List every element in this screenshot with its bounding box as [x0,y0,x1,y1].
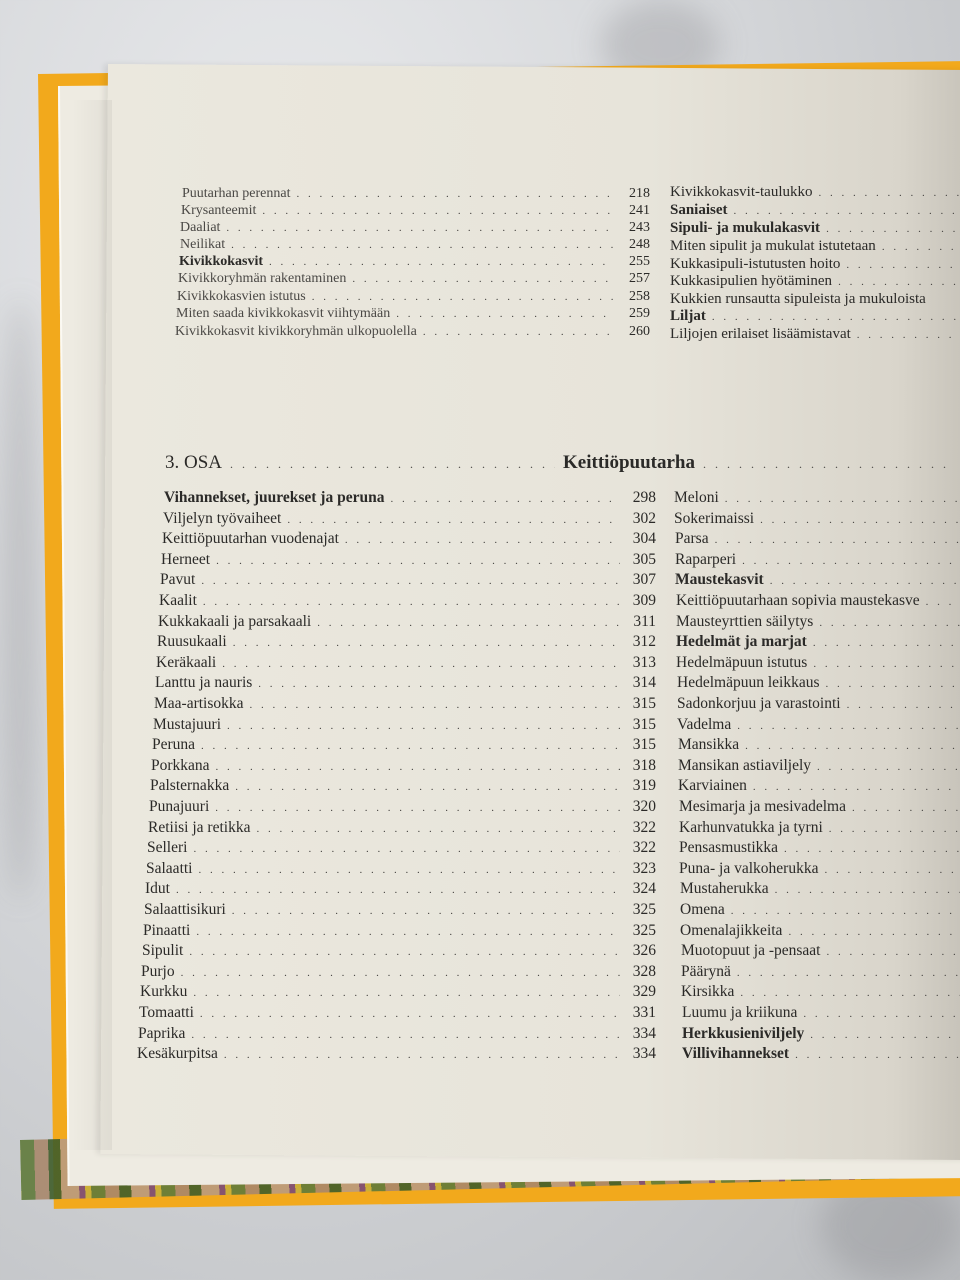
entry-title: Karhunvatukka ja tyrni [679,818,823,836]
toc-entry [158,613,656,631]
dot-leader [826,223,960,235]
entry-title: Maa-artisokka [154,695,244,712]
entry-page: 259 [629,306,650,321]
toc-entry [670,308,960,325]
section-heading [165,452,960,474]
entry-title: Daaliat [180,220,221,235]
toc-entry [670,238,960,255]
toc-entry [681,942,960,960]
toc-entry [679,860,960,878]
entry-title: Parsa [675,530,709,548]
toc-entry [159,592,656,610]
entry-page: 334 [632,1024,656,1042]
toc-entry [676,633,960,651]
entry-page: 334 [632,1045,656,1063]
entry-title: Herneet [161,550,211,568]
dot-leader [233,637,620,649]
entry-title: Hedelmäpuun istutus [676,653,808,671]
dot-leader [222,658,620,670]
entry-title: Salaatti [146,859,193,877]
dot-leader [838,276,960,288]
toc-entry [670,291,960,308]
entry-title: Paprika [138,1024,186,1042]
toc-entry [149,798,656,816]
entry-page: 323 [632,859,656,877]
toc-entry [680,922,960,940]
toc-entry [142,942,656,960]
dot-leader [231,239,614,251]
dot-leader [715,534,960,546]
entry-title: Sadonkorjuu ja varastointi [677,695,841,712]
toc-entry [147,839,656,857]
entry-page: 243 [629,220,650,235]
dot-leader [269,256,614,268]
toc-entry [157,633,656,651]
page-gutter-shadow [72,100,112,1150]
dot-leader [775,884,960,896]
entry-title: Kivikkokasvit [179,254,264,269]
dot-leader [813,658,960,670]
dot-leader [852,802,960,814]
dot-leader [817,761,960,773]
entry-title: Sokerimaissi [674,509,755,527]
toc-entry [156,654,656,672]
dot-leader [740,987,960,999]
entry-title: Vihannekset, juurekset ja peruna [164,489,385,506]
entry-page: 325 [632,901,656,918]
entry-title: Luumu ja kriikuna [682,1004,798,1021]
dot-leader [181,967,620,979]
entry-title: Muotopuut ja -pensaat [681,942,821,960]
entry-title: Puna- ja valkoherukka [679,859,819,877]
toc-entry [677,674,960,692]
dot-leader [825,678,960,690]
dot-leader [703,457,952,472]
entry-page: 318 [632,756,656,774]
toc-entry [675,571,960,589]
toc-entry [676,592,960,610]
toc-entry [177,289,650,305]
entry-title: Keittiöpuutarhan vuodenajat [162,530,339,548]
entry-page: 304 [632,530,656,548]
toc-entry [160,571,656,589]
toc-entry [181,203,650,219]
dot-leader [396,308,614,320]
entry-page: 248 [629,237,650,252]
entry-page: 322 [632,818,656,836]
toc-entry [141,963,656,981]
toc-entry [144,901,656,919]
dot-leader [176,884,620,896]
entry-page: 322 [632,839,656,857]
toc-entry [151,757,656,775]
dot-leader [824,864,960,876]
toc-entry [175,324,650,340]
entry-title: Villivihannekset [682,1045,790,1063]
dot-leader [193,843,620,855]
dot-leader [829,823,960,835]
entry-title: Herkkusieniviljely [682,1024,805,1042]
entry-title: Salaattisikuri [144,901,226,918]
toc-entry [176,306,650,322]
dot-leader [262,205,614,217]
toc-entry [674,489,960,507]
dot-leader [312,291,614,303]
entry-title: Kivikkokasvien istutus [177,289,306,304]
entry-page: 319 [632,777,656,795]
entry-page: 255 [629,254,650,269]
toc-entry [675,530,960,548]
dot-leader [737,720,960,732]
entry-page: 314 [632,674,656,692]
entry-title: Porkkana [151,756,210,774]
entry-title: Ruusukaali [157,633,227,651]
entry-title: Palsternakka [150,777,230,795]
entry-title: Miten saada kivikkokasvit viihtymään [176,306,391,321]
entry-title: Sipulit [142,942,184,960]
dot-leader [230,457,555,472]
entry-title: Lanttu ja nauris [155,674,253,692]
dot-leader [215,802,620,814]
dot-leader [258,678,620,690]
entry-title: Purjo [141,962,175,980]
dot-leader [345,534,620,546]
dot-leader [712,311,960,323]
entry-title: Pinaatti [143,921,191,939]
dot-leader [926,596,960,608]
dot-leader [256,823,620,835]
toc-entry [676,613,960,631]
toc-entry [682,1045,960,1063]
entry-page: 331 [632,1004,656,1021]
entry-page: 311 [633,612,656,630]
toc-entry [179,254,650,270]
dot-leader [423,326,614,338]
entry-title: Hedelmäpuun leikkaus [677,674,820,692]
toc-entry [679,839,960,857]
toc-entry [676,654,960,672]
dot-leader [813,637,960,649]
entry-title: Pensasmustikka [679,839,779,857]
entry-title: Hedelmät ja marjat [676,633,807,651]
toc-entry [677,695,960,713]
toc-entry [670,273,960,290]
entry-title: Mustajuuri [153,715,222,733]
dot-leader [317,617,620,629]
dot-leader [200,1008,620,1020]
entry-title: Kukkakaali ja parsakaali [158,612,312,630]
toc-entry [180,237,650,253]
entry-title: Miten sipulit ja mukulat istutetaan [670,238,876,254]
entry-title: Kivikkokasvit-taulukko [670,184,813,200]
dot-leader [235,781,620,793]
dot-leader [819,617,960,629]
toc-entry [681,963,960,981]
entry-page: 305 [632,550,656,568]
entry-page: 257 [629,271,650,286]
entry-title: Päärynä [681,962,731,980]
entry-title: Kivikkoryhmän rakentaminen [178,271,347,286]
entry-title: Omenalajikkeita [680,921,783,939]
toc-entry [682,1025,960,1043]
toc-entry [678,777,960,795]
entry-title: Kukkien runsautta sipuleista ja mukuloista [670,291,926,307]
toc-entry [139,1004,656,1022]
entry-page: 320 [632,798,656,815]
entry-page: 315 [632,736,656,754]
dot-leader [227,720,620,732]
dot-leader [788,926,960,938]
toc-entry [148,819,656,837]
toc-entry [677,716,960,734]
toc-entry [681,983,960,1001]
dot-leader [199,864,621,876]
toc-entry [140,983,656,1001]
dot-leader [803,1008,960,1020]
entry-title: Kukkasipulien hyötäminen [670,273,833,289]
dot-leader [232,905,620,917]
dot-leader [742,555,960,567]
section-title: Keittiöpuutarha [563,452,695,473]
dot-leader [287,514,620,526]
dot-leader [770,575,960,587]
dot-leader [810,1029,960,1041]
entry-page: 313 [632,653,656,671]
toc-entry [153,716,656,734]
toc-entry [146,860,656,878]
toc-entry [180,220,650,236]
entry-title: Liljat [670,308,706,324]
entry-title: Mausteyrttien säilytys [676,612,814,630]
dot-leader [725,493,960,505]
entry-title: Kirsikka [681,983,735,1001]
entry-title: Krysanteemit [181,203,257,218]
entry-title: Viljelyn työvaiheet [163,509,282,527]
dot-leader [846,259,960,271]
entry-title: Saniaiset [670,202,728,218]
toc-entry [138,1025,656,1043]
toc-entry [670,202,960,219]
entry-title: Vadelma [677,715,732,733]
toc-entry [161,551,656,569]
toc-entry [163,510,656,528]
dot-leader [737,967,960,979]
entry-title: Mustaherukka [680,880,769,898]
toc-entry [150,777,656,795]
toc-entry [680,880,960,898]
toc-entry [162,530,656,548]
entry-page: 315 [632,695,656,712]
entry-title: Idut [145,880,170,898]
entry-title: Pavut [160,571,196,589]
toc-entry [164,489,656,507]
entry-page: 324 [632,880,656,898]
entry-title: Sipuli- ja mukulakasvit [670,220,821,236]
entry-title: Mansikan astiaviljely [678,756,812,774]
entry-page: 328 [632,962,656,980]
entry-page: 315 [632,715,656,733]
entry-title: Puutarhan perennat [182,186,291,201]
toc-entry [152,736,656,754]
entry-title: Peruna [152,736,196,754]
entry-page: 329 [632,983,656,1001]
entry-title: Kurkku [140,983,188,1001]
dot-leader [216,555,620,567]
entry-title: Mansikka [678,736,740,754]
entry-title: Keittiöpuutarhaan sopivia maustekasve [676,592,920,609]
toc-entry [675,551,960,569]
dot-leader [731,905,960,917]
dot-leader [826,946,960,958]
entry-title: Retiisi ja retikka [148,818,251,836]
entry-page: 302 [632,509,656,527]
dot-leader [847,699,960,711]
dot-leader [189,946,620,958]
toc-entry [670,256,960,273]
toc-entry [680,901,960,919]
entry-title: Karviainen [678,777,747,795]
entry-page: 312 [632,633,656,651]
dot-leader [745,740,960,752]
dot-leader [819,187,960,199]
entry-title: Kesäkurpitsa [137,1045,218,1063]
entry-title: Tomaatti [139,1004,194,1021]
entry-title: Keräkaali [156,653,217,671]
entry-page: 326 [632,942,656,960]
entry-title: Kukkasipuli-istutusten hoito [670,256,841,272]
cloth-fold [0,300,40,900]
toc-entry [670,184,960,201]
dot-leader [882,241,960,253]
toc-entry [182,186,650,202]
dot-leader [390,493,620,505]
toc-entry [679,819,960,837]
dot-leader [216,761,620,773]
dot-leader [193,987,620,999]
entry-title: Neilikat [180,237,226,252]
toc-entry [145,880,656,898]
dot-leader [203,596,620,608]
entry-title: Selleri [147,839,188,857]
entry-page: 218 [629,186,650,201]
entry-title: Meloni [674,489,719,506]
toc-entry [178,271,650,287]
dot-leader [760,514,960,526]
dot-leader [226,222,614,234]
entry-title: Kaalit [159,592,197,609]
entry-title: Omena [680,901,725,918]
dot-leader [191,1029,620,1041]
entry-title: Mesimarja ja mesivadelma [679,798,846,815]
dot-leader [296,188,614,200]
dot-leader [784,843,960,855]
dot-leader [352,273,614,285]
toc-entry [678,736,960,754]
entry-title: Raparperi [675,550,737,568]
dot-leader [201,575,620,587]
toc-entry [674,510,960,528]
entry-page: 307 [632,571,656,589]
toc-entry [155,674,656,692]
entry-page: 298 [632,489,656,506]
entry-title: Maustekasvit [675,571,764,589]
section-label: 3. OSA [165,452,223,473]
dot-leader [250,699,620,711]
toc-entry [154,695,656,713]
entry-page: 260 [629,324,650,339]
toc-entry [670,326,960,343]
entry-page: 325 [632,921,656,939]
toc-entry [143,922,656,940]
toc-entry [137,1045,656,1063]
entry-title: Kivikkokasvit kivikkoryhmän ulkopuolella [175,324,417,339]
toc-entry [678,757,960,775]
entry-page: 258 [629,289,650,304]
dot-leader [734,205,960,217]
toc-entry [682,1004,960,1022]
dot-leader [795,1049,960,1061]
dot-leader [857,329,960,341]
entry-title: Punajuuri [149,798,210,815]
dot-leader [753,781,960,793]
entry-title: Liljojen erilaiset lisäämistavat [670,326,851,342]
toc-entry [679,798,960,816]
dot-leader [224,1049,620,1061]
dot-leader [196,926,620,938]
entry-page: 241 [629,203,650,218]
dot-leader [201,740,620,752]
entry-page: 309 [632,592,656,609]
toc-entry [670,220,960,237]
